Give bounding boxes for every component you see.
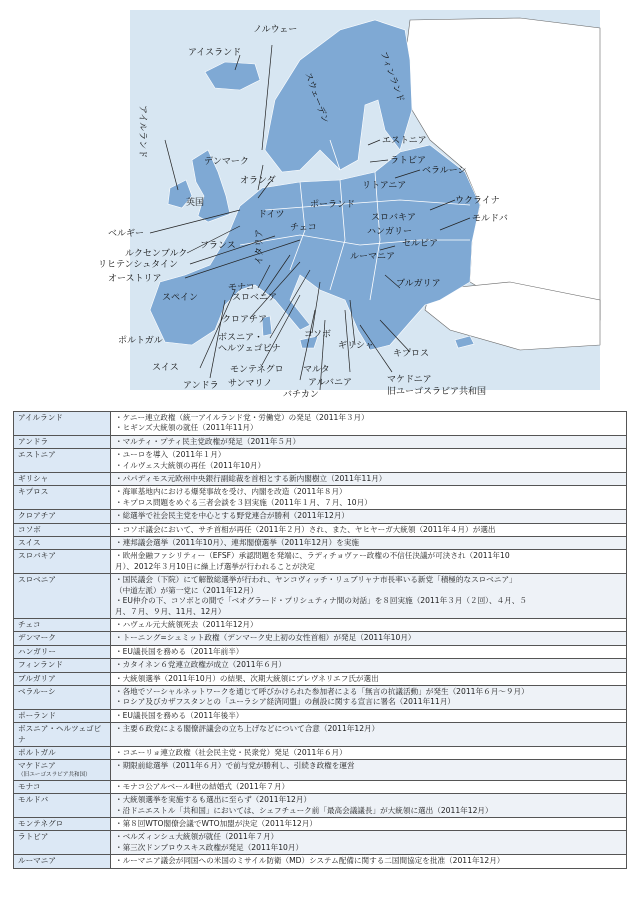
events-cell — [111, 645, 627, 658]
event-line: ・沿ドニエストル「共和国」においては、シェフチューク前「最高会議議長」が大統領に選出（2011年12月） — [115, 805, 493, 815]
events-cell — [111, 780, 627, 793]
country-name-cell — [14, 523, 111, 536]
map-label: チェコ — [290, 223, 317, 233]
table-row — [14, 537, 627, 550]
event-line: ・第８回WTO閣僚会議でWTO加盟が決定（2011年12月） — [115, 819, 317, 828]
map-label: ギリシャ — [338, 341, 374, 351]
map-label: スペイン — [162, 293, 199, 303]
events-cell — [111, 723, 627, 747]
country-name: デンマーク — [18, 633, 56, 643]
events-cell — [111, 685, 627, 709]
map-label: ラトビア — [390, 156, 427, 166]
table-row — [14, 574, 627, 619]
country-name-cell — [14, 659, 111, 672]
map-label: クロアチア — [222, 315, 268, 325]
event-line: ・EU議長国を務める（2011年後半） — [115, 710, 244, 720]
event-line: 月、７月、９月、11月、12月） — [115, 606, 226, 616]
table-row — [14, 685, 627, 709]
country-name: チェコ — [18, 619, 41, 629]
events-cell — [111, 794, 627, 818]
country-name-cell — [14, 685, 111, 709]
table-row — [14, 618, 627, 631]
europe-map — [0, 0, 640, 400]
map-label: オランダ — [240, 176, 276, 186]
table-row — [14, 780, 627, 793]
event-line: ・大統領選挙を実施するも選出に至らず（2011年12月） — [115, 795, 312, 805]
event-line: 月）、2012年３月10日に繰上げ選挙が行われることが決定 — [115, 561, 315, 571]
table-body — [14, 412, 627, 869]
events-cell — [111, 523, 627, 536]
map-label: イタリア — [255, 228, 265, 265]
event-line: ・ロシア及びカザフスタンとの「ユーラシア経済同盟」の創設に関する宣言に署名（2011年11月） — [115, 697, 456, 707]
events-cell — [111, 412, 627, 436]
table-row — [14, 723, 627, 747]
country-name-cell — [14, 510, 111, 523]
events-cell — [111, 709, 627, 722]
country-name-cell — [14, 449, 111, 473]
event-line: ・EU仲介の下、コソボとの間で「ベオグラード・プリシュティナ間の対話」を８回実施（2011年３月（２回）、４月、５ — [115, 596, 527, 606]
events-cell — [111, 855, 627, 868]
map-label: コソボ — [304, 330, 332, 340]
events-cell — [111, 659, 627, 672]
table-row — [14, 523, 627, 536]
table-row — [14, 818, 627, 831]
country-name: ルーマニア — [18, 856, 56, 866]
country-name-cell — [14, 855, 111, 868]
country-name: スイス — [18, 538, 41, 548]
map-label: ベルギー — [108, 229, 145, 239]
table-row — [14, 486, 627, 510]
country-name-cell — [14, 760, 111, 780]
map-label: 旧ユーゴスラビア共和国 — [387, 387, 487, 397]
map-label: ポーランド — [310, 200, 356, 210]
country-events-table — [13, 411, 627, 869]
country-name-cell — [14, 473, 111, 486]
map-label: セルビア — [402, 239, 439, 249]
map-label: アイルランド — [137, 105, 147, 159]
map-label: スイス — [152, 363, 179, 373]
event-line: ・海軍基地内における爆発事故を受け、内閣を改造（2011年８月） — [115, 487, 347, 497]
table-row — [14, 794, 627, 818]
events-cell — [111, 574, 627, 619]
country-name: マケドニア — [18, 761, 56, 771]
table-row — [14, 550, 627, 574]
country-name-cell — [14, 831, 111, 855]
event-line: ・第三次ドンブロウスキス政権が発足（2011年10月） — [115, 842, 304, 852]
events-cell — [111, 486, 627, 510]
table-row — [14, 831, 627, 855]
events-cell — [111, 818, 627, 831]
country-name: ギリシャ — [18, 474, 49, 484]
event-line: ・総選挙で社会民主党を中心とする野党連合が勝利（2011年12月） — [115, 511, 350, 521]
event-line: ・コソボ議会において、サチ首相が再任（2011年２月）され、また、ヤヒヤーガ大統領（2011年４月）が選出 — [115, 524, 496, 534]
country-name-cell — [14, 550, 111, 574]
events-cell — [111, 537, 627, 550]
events-cell — [111, 435, 627, 448]
country-name-cell — [14, 746, 111, 759]
event-line: ・欧州金融ファシリティー（EFSF）承認問題を発端に、ラディチョヴァー政権の不信任決議が可決され（2011年10 — [115, 551, 510, 561]
event-line: ・マルティ・プティ民主党政権が発足（2011年５月） — [115, 436, 301, 446]
map-label: モンテネグロ — [230, 365, 284, 375]
country-name: アンドラ — [18, 436, 49, 446]
map-label: サンマリノ — [228, 379, 273, 389]
events-cell — [111, 510, 627, 523]
table-row — [14, 435, 627, 448]
map-label: キプロス — [393, 349, 430, 359]
events-cell — [111, 618, 627, 631]
map-label: アンドラ — [183, 381, 219, 391]
table-row — [14, 645, 627, 658]
events-cell — [111, 760, 627, 780]
country-name-cell — [14, 537, 111, 550]
country-name-cell — [14, 723, 111, 747]
map-label: ルーマニア — [350, 252, 396, 262]
country-name-sub: （旧ユーゴスラビア共和国） — [18, 771, 91, 778]
country-name: ベラルーシ — [18, 686, 56, 696]
country-name: コソボ — [18, 524, 41, 534]
event-line: ・連邦議会選挙（2011年10月）、連邦閣僚選挙（2011年12月）を実施 — [115, 538, 360, 548]
country-name: ボスニア・ヘルツェゴビナ — [18, 724, 102, 744]
map-label: オーストリア — [108, 274, 162, 284]
map-label: アイスランド — [188, 48, 242, 58]
country-name: エストニア — [18, 450, 56, 460]
map-label: ブルガリア — [396, 279, 441, 289]
map-label: リトアニア — [362, 181, 407, 191]
events-cell — [111, 449, 627, 473]
event-line: ・ハヴェル元大統領死去（2011年12月） — [115, 619, 258, 629]
country-name-cell — [14, 672, 111, 685]
country-name: スロバキア — [18, 551, 56, 561]
country-name: スロベニア — [18, 575, 56, 585]
country-name-cell — [14, 435, 111, 448]
table-row — [14, 746, 627, 759]
country-name: クロアチア — [18, 511, 56, 521]
country-name-cell — [14, 412, 111, 436]
map-label: ベラルーシ — [422, 166, 467, 176]
events-cell — [111, 550, 627, 574]
country-name-cell — [14, 818, 111, 831]
map-label: ポルトガル — [118, 336, 163, 346]
map-label: マルタ — [303, 365, 330, 375]
map-label: スウェーデン — [302, 71, 330, 125]
country-name: ラトビア — [18, 832, 49, 842]
event-line: ・カタイネン６党連立政権が成立（2011年６月） — [115, 660, 286, 670]
country-name: ブルガリア — [18, 673, 56, 683]
country-name: モンテネグロ — [18, 819, 64, 828]
table-row — [14, 510, 627, 523]
country-name: ポーランド — [18, 710, 56, 720]
event-line: ・ユーロを導入（2011年１月） — [115, 450, 226, 460]
event-line: ・大統領選挙（2011年10月）の結果、次期大統領にプレヴネリエフ氏が選出 — [115, 673, 379, 683]
events-cell — [111, 473, 627, 486]
map-label: モルドバ — [472, 214, 508, 224]
events-cell — [111, 831, 627, 855]
event-line: ・各地でソーシャルネットワークを通じて呼びかけられた参加者による「無言の抗議活動」が発生（2011年６月～９月） — [115, 686, 529, 696]
country-name-cell — [14, 574, 111, 619]
map-label: バチカン — [283, 390, 319, 400]
map-label: スロバキア — [371, 213, 417, 223]
map-label: 英国 — [186, 198, 205, 208]
country-name-cell — [14, 794, 111, 818]
event-line: ・トーニング=シュミット政権（デンマーク史上初の女性首相）が発足（2011年10月） — [115, 633, 416, 643]
table-row — [14, 632, 627, 645]
map-label: ハンガリー — [367, 227, 413, 237]
map-label: ヘルツェゴビナ — [218, 344, 281, 354]
map-label: ウクライナ — [455, 196, 500, 206]
country-name-cell — [14, 780, 111, 793]
country-name-cell — [14, 632, 111, 645]
event-line: ・コエーリョ連立政権（社会民主党・民衆党）発足（2011年６月） — [115, 747, 347, 757]
map-label: エストニア — [382, 136, 427, 146]
country-name: ハンガリー — [18, 646, 56, 656]
country-name: ポルトガル — [18, 747, 56, 757]
event-line: ・EU議長国を務める（2011年前半） — [115, 646, 244, 656]
country-name-cell — [14, 645, 111, 658]
map-label: フランス — [200, 241, 236, 251]
map-label: フィンランド — [377, 50, 406, 104]
map-label: ドイツ — [258, 210, 285, 220]
country-name: フィンランド — [18, 660, 63, 670]
events-cell — [111, 672, 627, 685]
table-row — [14, 449, 627, 473]
map-label: アルバニア — [308, 378, 353, 388]
table-row — [14, 855, 627, 868]
event-line: ・ケニー連立政権（統一アイルランド党・労働党）の発足（2011年３月） — [115, 413, 369, 422]
event-line: ・イルヴェス大統領の再任（2011年10月） — [115, 460, 266, 470]
event-line: ・国民議会（下院）にて解散総選挙が行われ、ヤンコヴィッチ・リュブリャナ市長率いる新党「積極的なスロベニア」 — [115, 575, 517, 585]
map-label: マケドニア — [387, 375, 432, 385]
event-line: ・キプロス問題をめぐる三者会談を３回実施（2011年１月、７月、10月） — [115, 497, 372, 507]
map-label: リヒテンシュタイン — [98, 260, 178, 270]
events-cell — [111, 632, 627, 645]
map-label: モナコ — [228, 283, 255, 293]
country-name: モルドバ — [18, 795, 49, 805]
map-label: ボスニア・ — [218, 333, 264, 343]
events-cell — [111, 746, 627, 759]
table-row — [14, 473, 627, 486]
country-name: モナコ — [18, 781, 41, 791]
event-line: ・モナコ公アルベールⅡ世の結婚式（2011年７月） — [115, 781, 290, 791]
table-row — [14, 672, 627, 685]
table-row — [14, 659, 627, 672]
event-line: ・ベルズィンシュ大統領が就任（2011年７月） — [115, 832, 279, 842]
event-line: （中道左派）が第一党に（2011年12月） — [115, 585, 258, 595]
event-line: ・パパディモス元欧州中央銀行副総裁を首相とする新内閣樹立（2011年11月） — [115, 474, 387, 484]
event-line: ・ルーマニア議会が同国への米国のミサイル防衛（MD）システム配備に関する二国間協定を批准（2011年12月） — [115, 856, 505, 866]
map-label: ノルウェー — [253, 25, 298, 35]
event-line: ・期限前総選挙（2011年６月）で前与党が勝利し、引続き政権を運営 — [115, 761, 355, 771]
country-name-cell — [14, 618, 111, 631]
country-name: アイルランド — [18, 413, 63, 422]
event-line: ・ヒギンズ大統領の就任（2011年11月） — [115, 423, 258, 433]
country-name: キプロス — [18, 487, 49, 497]
map-label: ルクセンブルク — [125, 249, 188, 259]
country-name-cell — [14, 709, 111, 722]
event-line: ・主要６政党による閣僚評議会の立ち上げなどについて合意（2011年12月） — [115, 724, 380, 734]
table-row — [14, 760, 627, 780]
country-name-cell — [14, 486, 111, 510]
map-label: スロベニア — [232, 293, 278, 303]
table-row — [14, 709, 627, 722]
table-row — [14, 412, 627, 436]
map-label: デンマーク — [204, 157, 249, 167]
